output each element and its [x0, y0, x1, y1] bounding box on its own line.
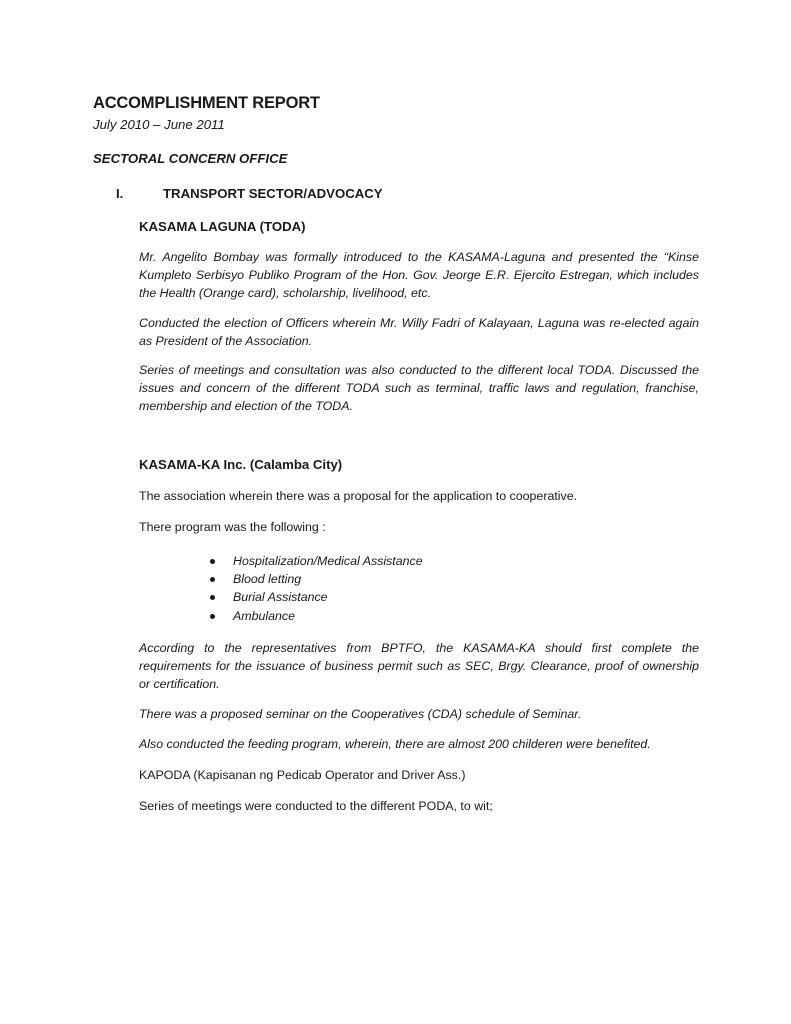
bullet-icon — [210, 577, 215, 582]
program-label: Hospitalization/Medical Assistance — [233, 554, 423, 568]
bullet-icon — [210, 614, 215, 619]
kasama-ka-intro: The association wherein there was a proposal for the application to cooperative. — [139, 489, 578, 503]
program-label: Ambulance — [233, 608, 295, 623]
bullet-icon — [210, 595, 215, 600]
kasama-ka-heading: KASAMA-KA Inc. (Calamba City) — [139, 457, 343, 472]
kasama-ka-paragraph-3: Also conducted the feeding program, wherein, there are almost 200 childeren were benefited. — [139, 737, 651, 751]
kapoda-heading: KAPODA (Kapisanan ng Pedicab Operator and Driver Ass.) — [139, 768, 466, 782]
list-item — [208, 552, 423, 570]
bullet-icon — [210, 559, 215, 564]
program-label: Burial Assistance — [233, 590, 328, 605]
kasama-ka-paragraph-2: There was a proposed seminar on the Cooperatives (CDA) schedule of Seminar. — [139, 707, 582, 721]
list-item — [208, 607, 423, 625]
program-list — [208, 552, 423, 625]
kapoda-text: Series of meetings were conducted to the different PODA, to wit; — [139, 799, 493, 813]
report-period: July 2010 – June 2011 — [93, 117, 225, 132]
kasama-laguna-paragraph-1: Mr. Angelito Bombay was formally introduced to the KASAMA-Laguna and presented the “Kinse Kumpleto Serbisyo Publiko Program of the Hon. Gov. Jeorge E.R. Ejercito Estregan, which includes the Health (Orange card), scholarship, livelihood, etc. — [139, 250, 699, 300]
kasama-ka-paragraph-1: According to the representatives from BPTFO, the KASAMA-KA should first complete the requirements for the issuance of business permit such as SEC, Brgy. Clearance, proof of ownership or certification. — [139, 641, 699, 691]
program-label: Blood letting — [233, 572, 302, 587]
kasama-laguna-paragraph-3: Series of meetings and consultation was also conducted to the different local TODA. Discussed the issues and concern of the different TODA such as terminal, traffic laws and regulation, franchise, membership and election of the TODA. — [139, 363, 699, 413]
kasama-laguna-heading: KASAMA LAGUNA (TODA) — [139, 219, 306, 234]
report-title: ACCOMPLISHMENT REPORT — [93, 94, 320, 112]
office-name: SECTORAL CONCERN OFFICE — [93, 151, 288, 166]
list-item — [208, 588, 423, 606]
section-number: I. — [116, 186, 124, 201]
section-title: TRANSPORT SECTOR/ADVOCACY — [163, 186, 383, 201]
kasama-ka-program-intro: There program was the following : — [139, 520, 326, 534]
list-item — [208, 570, 423, 588]
kasama-laguna-paragraph-2: Conducted the election of Officers wherein Mr. Willy Fadri of Kalayaan, Laguna was re-elected again as President of the Association. — [139, 316, 699, 348]
